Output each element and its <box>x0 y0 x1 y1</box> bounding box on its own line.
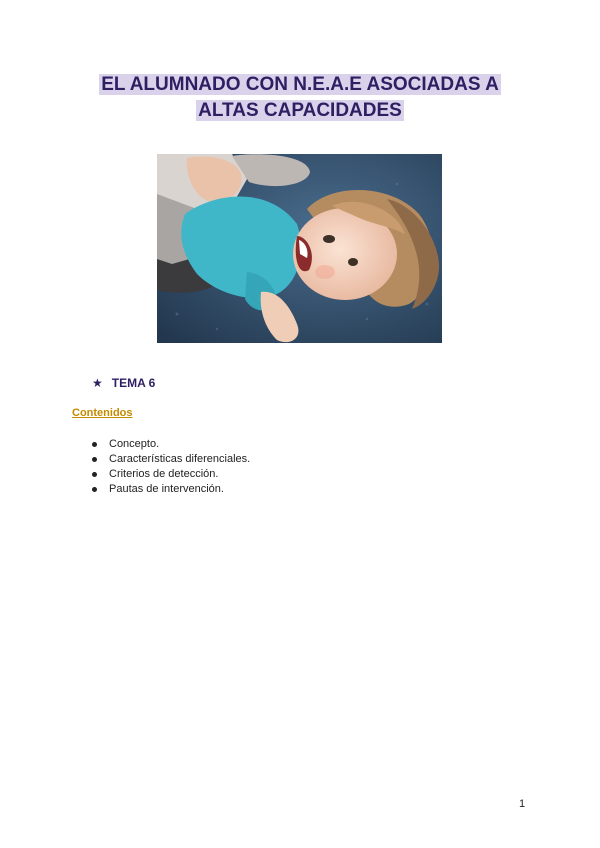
list-item-text: Criterios de detección. <box>109 468 219 480</box>
bullet-icon <box>92 487 97 492</box>
list-item-text: Características diferenciales. <box>109 453 251 465</box>
document-title <box>0 72 600 124</box>
list-item-text: Concepto. <box>109 438 160 450</box>
list-item-text: Pautas de intervención. <box>109 483 224 495</box>
star-icon: ★ <box>92 376 103 390</box>
title-line-2: ALTAS CAPACIDADES <box>198 100 402 121</box>
contenidos-heading: Contenidos <box>72 407 133 419</box>
list-item <box>92 467 250 482</box>
contenidos-list <box>92 437 250 497</box>
page-number: 1 <box>519 798 526 810</box>
list-item <box>92 437 250 452</box>
list-item <box>92 452 250 467</box>
bullet-icon <box>92 472 97 477</box>
child-photo <box>157 154 442 343</box>
list-item <box>92 482 250 497</box>
tema-label: TEMA 6 <box>111 376 156 390</box>
bullet-icon <box>92 442 97 447</box>
title-line-1: EL ALUMNADO CON N.E.A.E ASOCIADAS A <box>101 74 499 95</box>
tema-heading <box>92 376 155 390</box>
bullet-icon <box>92 457 97 462</box>
